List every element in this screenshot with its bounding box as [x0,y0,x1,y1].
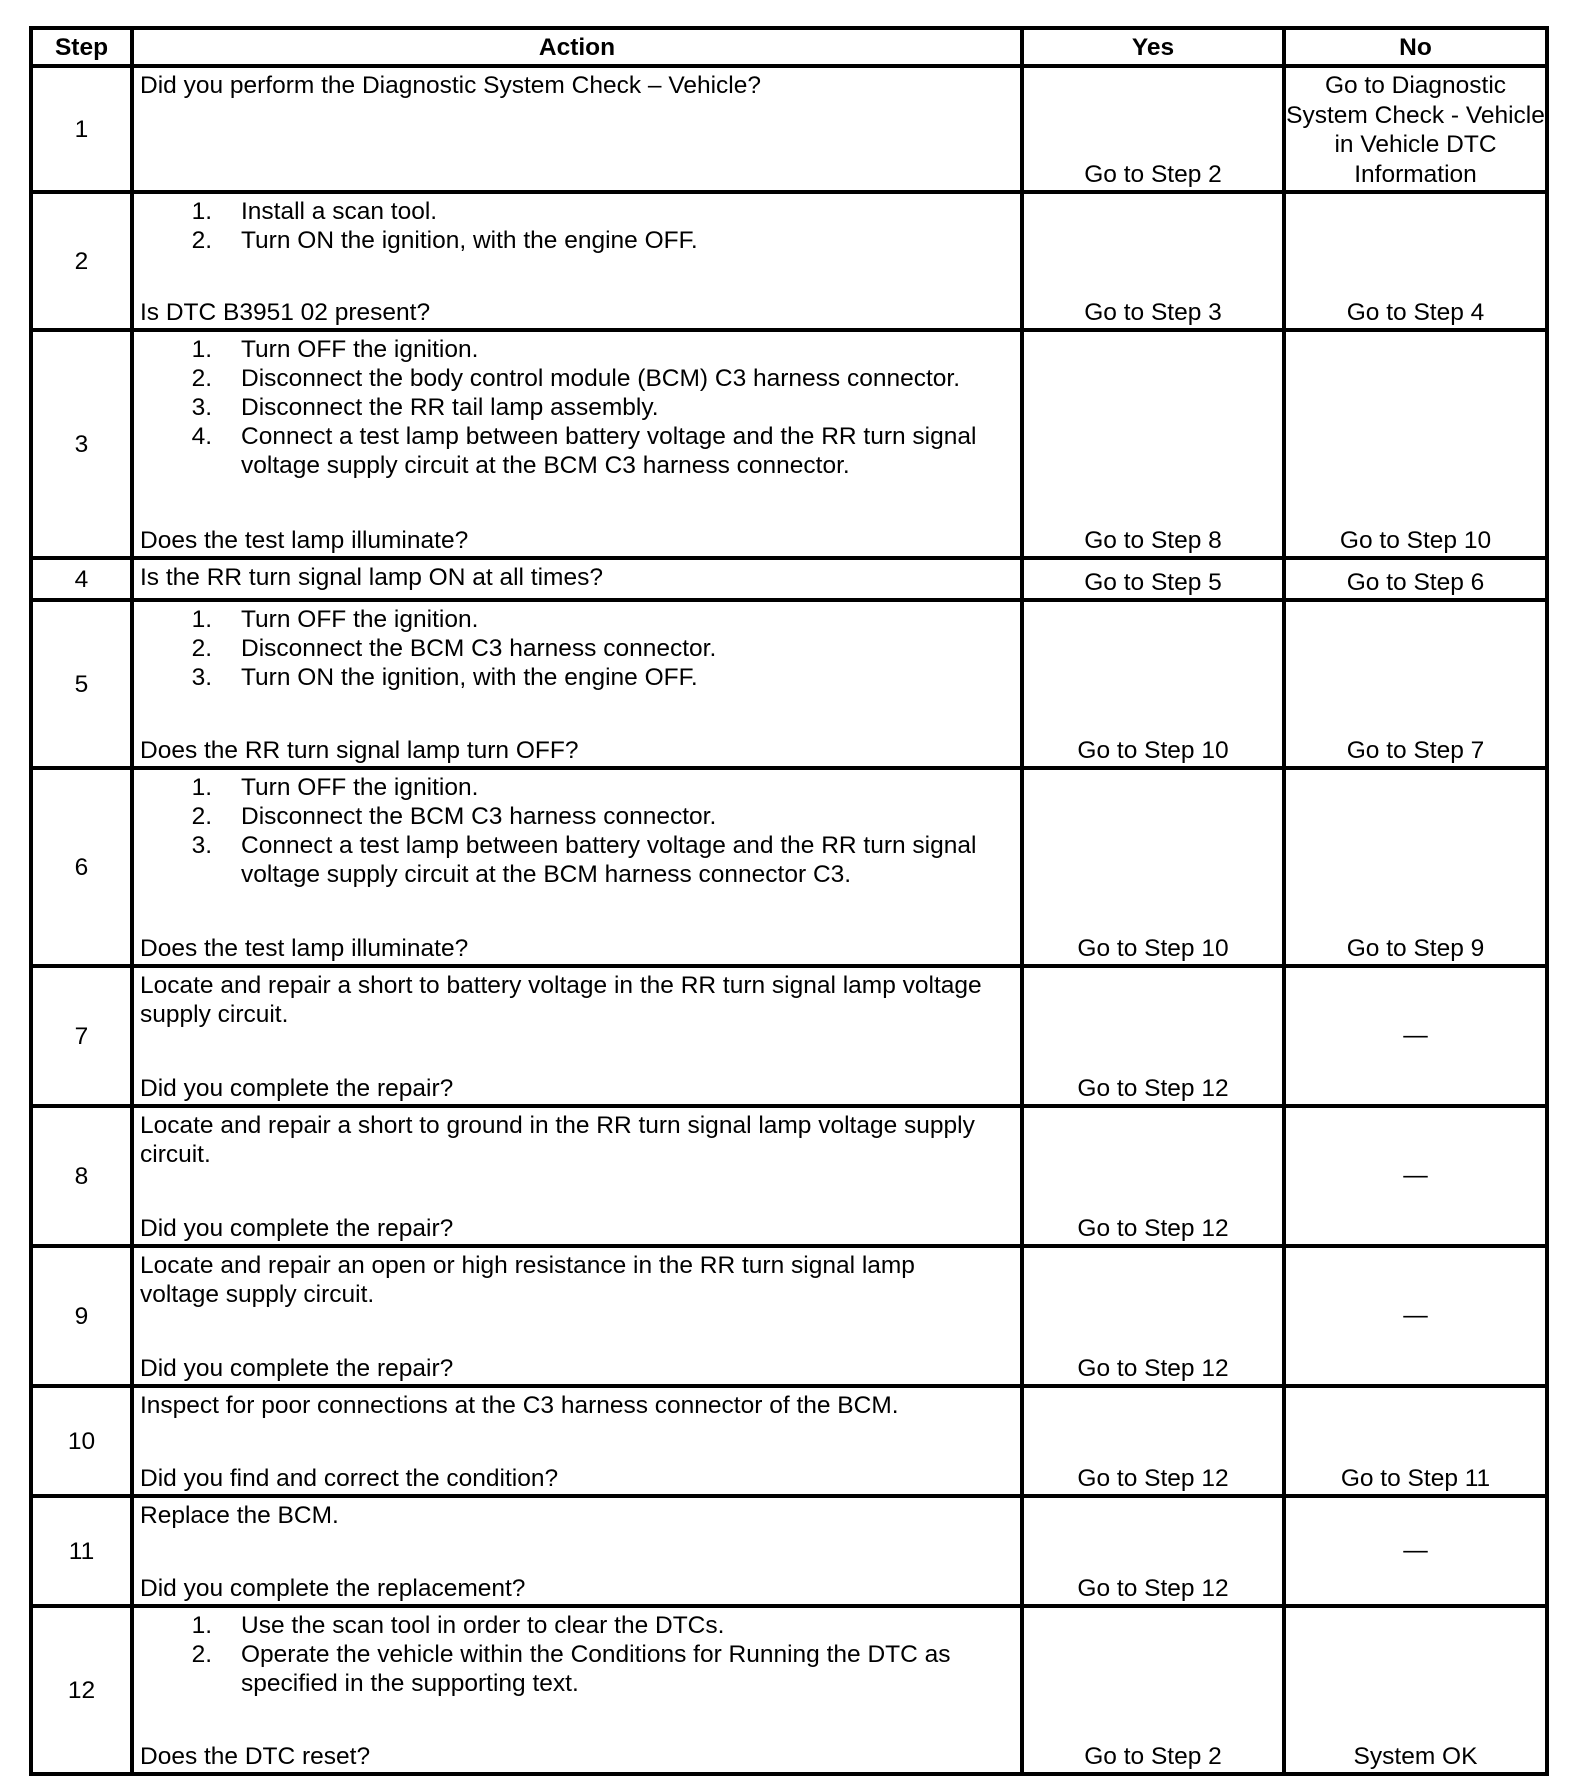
list-item: 1. Install a scan tool. [191,198,438,225]
header-no: No [1284,28,1547,66]
header-yes: Yes [1022,28,1284,66]
yes-cell: Go to Step 10 [1022,768,1284,966]
list-item: 3. Connect a test lamp between battery voltage and the RR turn signal voltage supply circuit at the BCM harness connector C3. [191,832,977,888]
list-item: 4. Connect a test lamp between battery voltage and the RR turn signal voltage supply circuit at the BCM C3 harness connector. [191,423,977,479]
header-action: Action [132,28,1022,66]
action-text: Inspect for poor connections at the C3 harness connector of the BCM. [140,1392,899,1419]
yes-cell: Go to Step 12 [1022,1386,1284,1496]
no-cell: Go to Step 7 [1284,600,1547,768]
action-text: Locate and repair an open or high resistance in the RR turn signal lamp voltage supply circuit. [140,1252,915,1308]
list-item: 2. Turn ON the ignition, with the engine OFF. [191,227,698,254]
diagnostic-table [29,26,1549,1776]
yes-cell: Go to Step 2 [1022,66,1284,192]
step-number: 1 [31,66,132,192]
step-number: 3 [31,330,132,558]
list-item: 1. Turn OFF the ignition. [191,606,479,633]
action-list [140,335,1014,480]
list-item: 2. Disconnect the BCM C3 harness connector. [191,635,717,662]
action-list [140,773,1014,889]
action-text: Is the RR turn signal lamp ON at all times? [140,564,603,591]
action-question: Does the DTC reset? [140,1743,371,1770]
table-row [31,192,1547,330]
no-cell: Go to Step 11 [1284,1386,1547,1496]
action-text: Locate and repair a short to battery voltage in the RR turn signal lamp voltage supply circuit. [140,972,982,1028]
list-item: 3. Turn ON the ignition, with the engine OFF. [191,664,698,691]
list-item: 2. Disconnect the BCM C3 harness connector. [191,803,717,830]
table-row [31,1606,1547,1774]
action-list [140,197,1014,255]
header-row [31,28,1547,66]
table-row [31,558,1547,600]
action-question: Does the test lamp illuminate? [140,527,469,554]
list-item: 3. Disconnect the RR tail lamp assembly. [191,394,659,421]
list-item: 1. Use the scan tool in order to clear the DTCs. [191,1612,725,1639]
no-cell: Go to Step 6 [1284,558,1547,600]
action-cell [132,66,1022,192]
no-cell: — [1284,1246,1547,1386]
step-number: 8 [31,1106,132,1246]
action-list [140,1611,1014,1698]
step-number: 6 [31,768,132,966]
table-row [31,1496,1547,1606]
step-number: 4 [31,558,132,600]
list-item: 2. Operate the vehicle within the Conditions for Running the DTC as specified in the supporting text. [191,1641,951,1697]
list-item: 1. Turn OFF the ignition. [191,774,479,801]
step-number: 9 [31,1246,132,1386]
no-cell: Go to Step 4 [1284,192,1547,330]
action-question: Is DTC B3951 02 present? [140,299,431,326]
yes-cell: Go to Step 12 [1022,966,1284,1106]
list-item: 2. Disconnect the body control module (BCM) C3 harness connector. [191,365,961,392]
action-question: Did you complete the repair? [140,1215,454,1242]
table-row [31,768,1547,966]
action-question: Did you find and correct the condition? [140,1465,559,1492]
action-text: Locate and repair a short to ground in the RR turn signal lamp voltage supply circuit. [140,1112,975,1168]
table-row [31,1106,1547,1246]
no-cell: Go to Step 9 [1284,768,1547,966]
yes-cell: Go to Step 12 [1022,1496,1284,1606]
no-cell: System OK [1284,1606,1547,1774]
yes-cell: Go to Step 10 [1022,600,1284,768]
no-cell: — [1284,1496,1547,1606]
action-list [140,605,1014,692]
no-cell: — [1284,1106,1547,1246]
yes-cell: Go to Step 2 [1022,1606,1284,1774]
action-question: Did you complete the replacement? [140,1575,526,1602]
yes-cell: Go to Step 5 [1022,558,1284,600]
table-row [31,1246,1547,1386]
table-row [31,66,1547,192]
action-cell [132,1246,1022,1386]
yes-cell: Go to Step 12 [1022,1246,1284,1386]
action-cell [132,1106,1022,1246]
action-cell [132,1606,1022,1774]
action-question: Did you complete the repair? [140,1075,454,1102]
action-cell [132,768,1022,966]
table-row [31,330,1547,558]
yes-cell: Go to Step 3 [1022,192,1284,330]
action-cell [132,600,1022,768]
list-item: 1. Turn OFF the ignition. [191,336,479,363]
table-row [31,966,1547,1106]
no-cell: Go to Diagnostic System Check - Vehicle in Vehicle DTC Information [1284,66,1547,192]
step-number: 5 [31,600,132,768]
yes-cell: Go to Step 12 [1022,1106,1284,1246]
action-cell [132,1496,1022,1606]
table-row [31,1386,1547,1496]
action-cell [132,1386,1022,1496]
action-question: Does the RR turn signal lamp turn OFF? [140,737,579,764]
action-cell [132,966,1022,1106]
header-step: Step [31,28,132,66]
action-text: Did you perform the Diagnostic System Check – Vehicle? [140,72,761,99]
action-text: Replace the BCM. [140,1502,339,1529]
no-cell: — [1284,966,1547,1106]
step-number: 2 [31,192,132,330]
action-cell [132,330,1022,558]
action-question: Did you complete the repair? [140,1355,454,1382]
yes-cell: Go to Step 8 [1022,330,1284,558]
action-cell [132,192,1022,330]
action-question: Does the test lamp illuminate? [140,935,469,962]
no-cell: Go to Step 10 [1284,330,1547,558]
step-number: 10 [31,1386,132,1496]
table-row [31,600,1547,768]
step-number: 12 [31,1606,132,1774]
step-number: 11 [31,1496,132,1606]
action-cell [132,558,1022,600]
step-number: 7 [31,966,132,1106]
